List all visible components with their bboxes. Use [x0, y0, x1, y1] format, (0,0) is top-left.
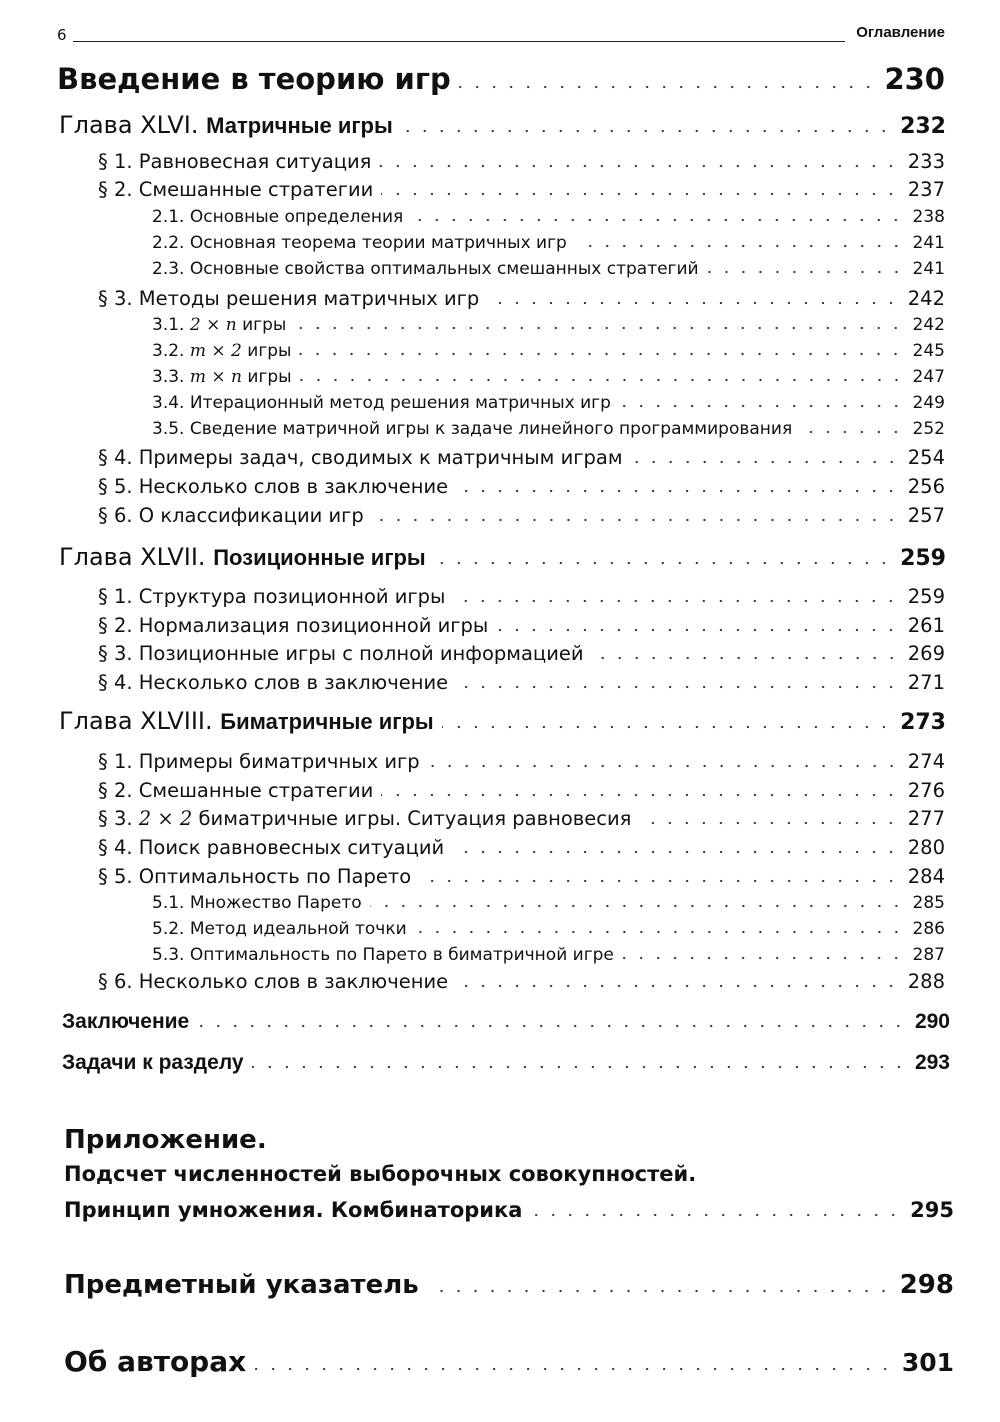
toc-subsection[interactable]: [152, 419, 945, 439]
section-title: Примеры задач, сводимых к матричным играм: [138, 446, 623, 469]
part-page: 230: [884, 62, 945, 96]
toc-index[interactable]: [64, 1270, 954, 1300]
toc-section[interactable]: [98, 865, 945, 888]
subsection-math: 2 × n: [189, 315, 237, 335]
subsection-number: 3.1.: [152, 315, 185, 335]
toc-section[interactable]: [98, 585, 945, 608]
appendix-line-2: Принцип умножения. Комбинаторика: [64, 1198, 523, 1222]
toc-authors[interactable]: [64, 1345, 954, 1378]
conclusion-title: Заключение: [62, 1010, 190, 1033]
section-number: § 2.: [98, 178, 133, 201]
appendix-page: 295: [910, 1198, 954, 1222]
section-title: биматричные игры. Ситуация равновесия: [198, 807, 632, 830]
dot-leader: [379, 164, 899, 168]
index-title: Предметный указатель: [64, 1270, 419, 1300]
toc-subsection[interactable]: [152, 207, 945, 227]
toc-section[interactable]: [98, 807, 945, 830]
section-page: 242: [907, 287, 945, 310]
appendix-heading[interactable]: Приложение.: [64, 1125, 267, 1155]
part-title: Введение в теорию игр: [57, 62, 451, 96]
toc-subsection[interactable]: [152, 259, 945, 279]
problems-title: Задачи к разделу: [62, 1051, 244, 1074]
subsection-title: Метод идеальной точки: [189, 919, 407, 939]
authors-title: Об авторах: [64, 1345, 247, 1378]
section-title: Оптимальность по Парето: [138, 865, 412, 888]
subsection-page: 245: [912, 341, 945, 361]
chapter-number: Глава XLVIII.: [59, 707, 213, 735]
subsection-page: 286: [912, 919, 945, 939]
dot-leader: [456, 984, 900, 988]
dot-leader: [419, 879, 900, 883]
dot-leader: [622, 956, 905, 960]
chapter-name: Матричные игры: [206, 113, 393, 138]
section-title: Равновесная ситуация: [138, 150, 372, 173]
toc-section[interactable]: [98, 150, 945, 173]
section-page: 271: [907, 671, 945, 694]
index-page: 298: [899, 1270, 954, 1300]
dot-leader: [592, 656, 900, 660]
subsection-math: m × n: [189, 367, 242, 387]
section-number: § 6.: [98, 970, 133, 993]
toc-section[interactable]: [98, 287, 945, 310]
section-number: § 2.: [98, 614, 133, 637]
subsection-number: 2.1.: [152, 207, 185, 227]
subsection-number: 3.5.: [152, 419, 185, 439]
chapter-number: Глава XLVI.: [59, 111, 199, 139]
chapter-number: Глава XLVII.: [59, 543, 206, 571]
toc-subsection[interactable]: [152, 315, 945, 335]
dot-leader: [631, 460, 900, 464]
dot-leader: [252, 1065, 907, 1069]
section-number: § 2.: [98, 779, 133, 802]
subsection-title: игры: [242, 315, 287, 335]
dot-leader: [639, 821, 899, 825]
dot-leader: [401, 129, 892, 133]
toc-subsection[interactable]: [152, 393, 945, 413]
subsection-page: 252: [912, 419, 945, 439]
section-title: Смешанные стратегии: [138, 178, 374, 201]
section-number: § 4.: [98, 671, 133, 694]
dot-leader: [300, 378, 905, 382]
section-number: § 3.: [98, 807, 133, 830]
subsection-page: 285: [912, 893, 945, 913]
dot-leader: [619, 404, 905, 408]
dot-leader: [428, 764, 900, 768]
dot-leader: [381, 192, 899, 196]
section-page: 254: [907, 446, 945, 469]
conclusion-page: 290: [914, 1010, 950, 1033]
dot-leader: [411, 218, 904, 222]
chapter-name: Биматричные игры: [220, 709, 434, 734]
section-page: 274: [907, 750, 945, 773]
dot-leader: [459, 85, 877, 89]
subsection-page: 287: [912, 945, 945, 965]
header-title: Оглавление: [856, 24, 945, 41]
subsection-number: 3.3.: [152, 367, 185, 387]
section-title: Примеры биматричных игр: [138, 750, 420, 773]
section-title: Поиск равновесных ситуаций: [138, 836, 445, 859]
subsection-number: 3.4.: [152, 393, 185, 413]
section-page: 276: [907, 779, 945, 802]
subsection-title: Множество Парето: [189, 893, 362, 913]
header-page-number: 6: [57, 26, 67, 44]
toc-subsection[interactable]: [152, 233, 945, 253]
toc-chapter-47[interactable]: [59, 543, 946, 571]
subsection-title: Основные определения: [189, 207, 404, 227]
dot-leader: [197, 1024, 907, 1028]
subsection-page: 241: [912, 259, 945, 279]
section-number: § 1.: [98, 750, 133, 773]
toc-part-intro[interactable]: [57, 62, 945, 96]
toc-section[interactable]: [98, 178, 945, 201]
header-rule: [73, 41, 845, 42]
section-title: Несколько слов в заключение: [138, 671, 449, 694]
toc-appendix[interactable]: [64, 1198, 954, 1222]
section-title: Несколько слов в заключение: [138, 475, 449, 498]
toc-subsection[interactable]: [152, 893, 945, 913]
dot-leader: [370, 904, 905, 908]
section-title: Несколько слов в заключение: [138, 970, 449, 993]
toc-subsection[interactable]: [152, 367, 945, 387]
subsection-title: Оптимальность по Парето в биматричной игре: [189, 945, 614, 965]
dot-leader: [427, 1289, 892, 1293]
section-number: § 1.: [98, 150, 133, 173]
section-page: 233: [907, 150, 945, 173]
toc-section[interactable]: [98, 750, 945, 773]
appendix-line-1[interactable]: Подсчет численностей выборочных совокупностей.: [64, 1162, 697, 1186]
subsection-number: 5.3.: [152, 945, 185, 965]
subsection-number: 3.2.: [152, 341, 185, 361]
section-title: Структура позиционной игры: [138, 585, 446, 608]
dot-leader: [442, 725, 892, 729]
toc-section[interactable]: [98, 504, 945, 527]
toc-section[interactable]: [98, 671, 945, 694]
dot-leader: [434, 561, 892, 565]
section-page: 277: [907, 807, 945, 830]
toc-subsection[interactable]: [152, 945, 945, 965]
dot-leader: [487, 301, 899, 305]
dot-leader: [456, 489, 900, 493]
chapter-name: Позиционные игры: [213, 545, 426, 570]
toc-chapter-46[interactable]: [59, 111, 946, 139]
section-math: 2 × 2: [138, 807, 193, 830]
section-page: 237: [907, 178, 945, 201]
subsection-number: 2.2.: [152, 233, 185, 253]
dot-leader: [496, 628, 899, 632]
toc-section[interactable]: [98, 836, 945, 859]
section-page: 261: [907, 614, 945, 637]
section-number: § 5.: [98, 475, 133, 498]
section-number: § 3.: [98, 287, 133, 310]
subsection-title: Сведение матричной игры к задаче линейного программирования: [189, 419, 793, 439]
dot-leader: [372, 518, 900, 522]
subsection-title: игры: [247, 341, 292, 361]
section-title: Позиционные игры с полной информацией: [138, 642, 584, 665]
toc-section[interactable]: [98, 446, 945, 469]
section-number: § 4.: [98, 836, 133, 859]
subsection-number: 5.1.: [152, 893, 185, 913]
dot-leader: [453, 599, 899, 603]
subsection-page: 241: [912, 233, 945, 253]
section-page: 256: [907, 475, 945, 498]
problems-page: 293: [914, 1051, 950, 1074]
subsection-title: Основные свойства оптимальных смешанных стратегий: [189, 259, 699, 279]
dot-leader: [452, 850, 900, 854]
toc-section[interactable]: [98, 642, 945, 665]
section-page: 269: [907, 642, 945, 665]
toc-section[interactable]: [98, 970, 945, 993]
toc-problems[interactable]: [62, 1051, 950, 1075]
subsection-number: 2.3.: [152, 259, 185, 279]
section-title: Смешанные стратегии: [138, 779, 374, 802]
section-number: § 1.: [98, 585, 133, 608]
toc-section[interactable]: [98, 475, 945, 498]
toc-conclusion[interactable]: [62, 1010, 950, 1034]
dot-leader: [530, 1213, 902, 1217]
authors-page: 301: [901, 1348, 954, 1377]
section-page: 284: [907, 865, 945, 888]
section-number: § 6.: [98, 504, 133, 527]
subsection-number: 5.2.: [152, 919, 185, 939]
subsection-math: m × 2: [189, 341, 242, 361]
dot-leader: [456, 685, 900, 689]
toc-chapter-48[interactable]: [59, 707, 946, 735]
chapter-page: 259: [900, 546, 946, 571]
subsection-page: 247: [912, 367, 945, 387]
chapter-page: 273: [900, 710, 946, 735]
dot-leader: [707, 270, 905, 274]
dot-leader: [294, 326, 904, 330]
subsection-title: Основная теорема теории матричных игр: [189, 233, 567, 253]
section-title: О классификации игр: [138, 504, 364, 527]
section-page: 288: [907, 970, 945, 993]
dot-leader: [575, 244, 905, 248]
section-title: Нормализация позиционной игры: [138, 614, 489, 637]
running-header: [57, 22, 945, 46]
dot-leader: [381, 793, 899, 797]
section-number: § 3.: [98, 642, 133, 665]
subsection-title: игры: [247, 367, 292, 387]
toc-section[interactable]: [98, 614, 945, 637]
chapter-page: 232: [900, 114, 946, 139]
dot-leader: [415, 930, 905, 934]
section-number: § 5.: [98, 865, 133, 888]
subsection-title: Итерационный метод решения матричных игр: [189, 393, 611, 413]
subsection-page: 238: [912, 207, 945, 227]
section-number: § 4.: [98, 446, 133, 469]
section-page: 259: [907, 585, 945, 608]
toc-section[interactable]: [98, 779, 945, 802]
section-page: 280: [907, 836, 945, 859]
section-page: 257: [907, 504, 945, 527]
section-title: Методы решения матричных игр: [138, 287, 480, 310]
subsection-page: 249: [912, 393, 945, 413]
dot-leader: [800, 430, 904, 434]
subsection-page: 242: [912, 315, 945, 335]
toc-subsection[interactable]: [152, 341, 945, 361]
toc-subsection[interactable]: [152, 919, 945, 939]
dot-leader: [254, 1367, 894, 1371]
dot-leader: [299, 352, 904, 356]
